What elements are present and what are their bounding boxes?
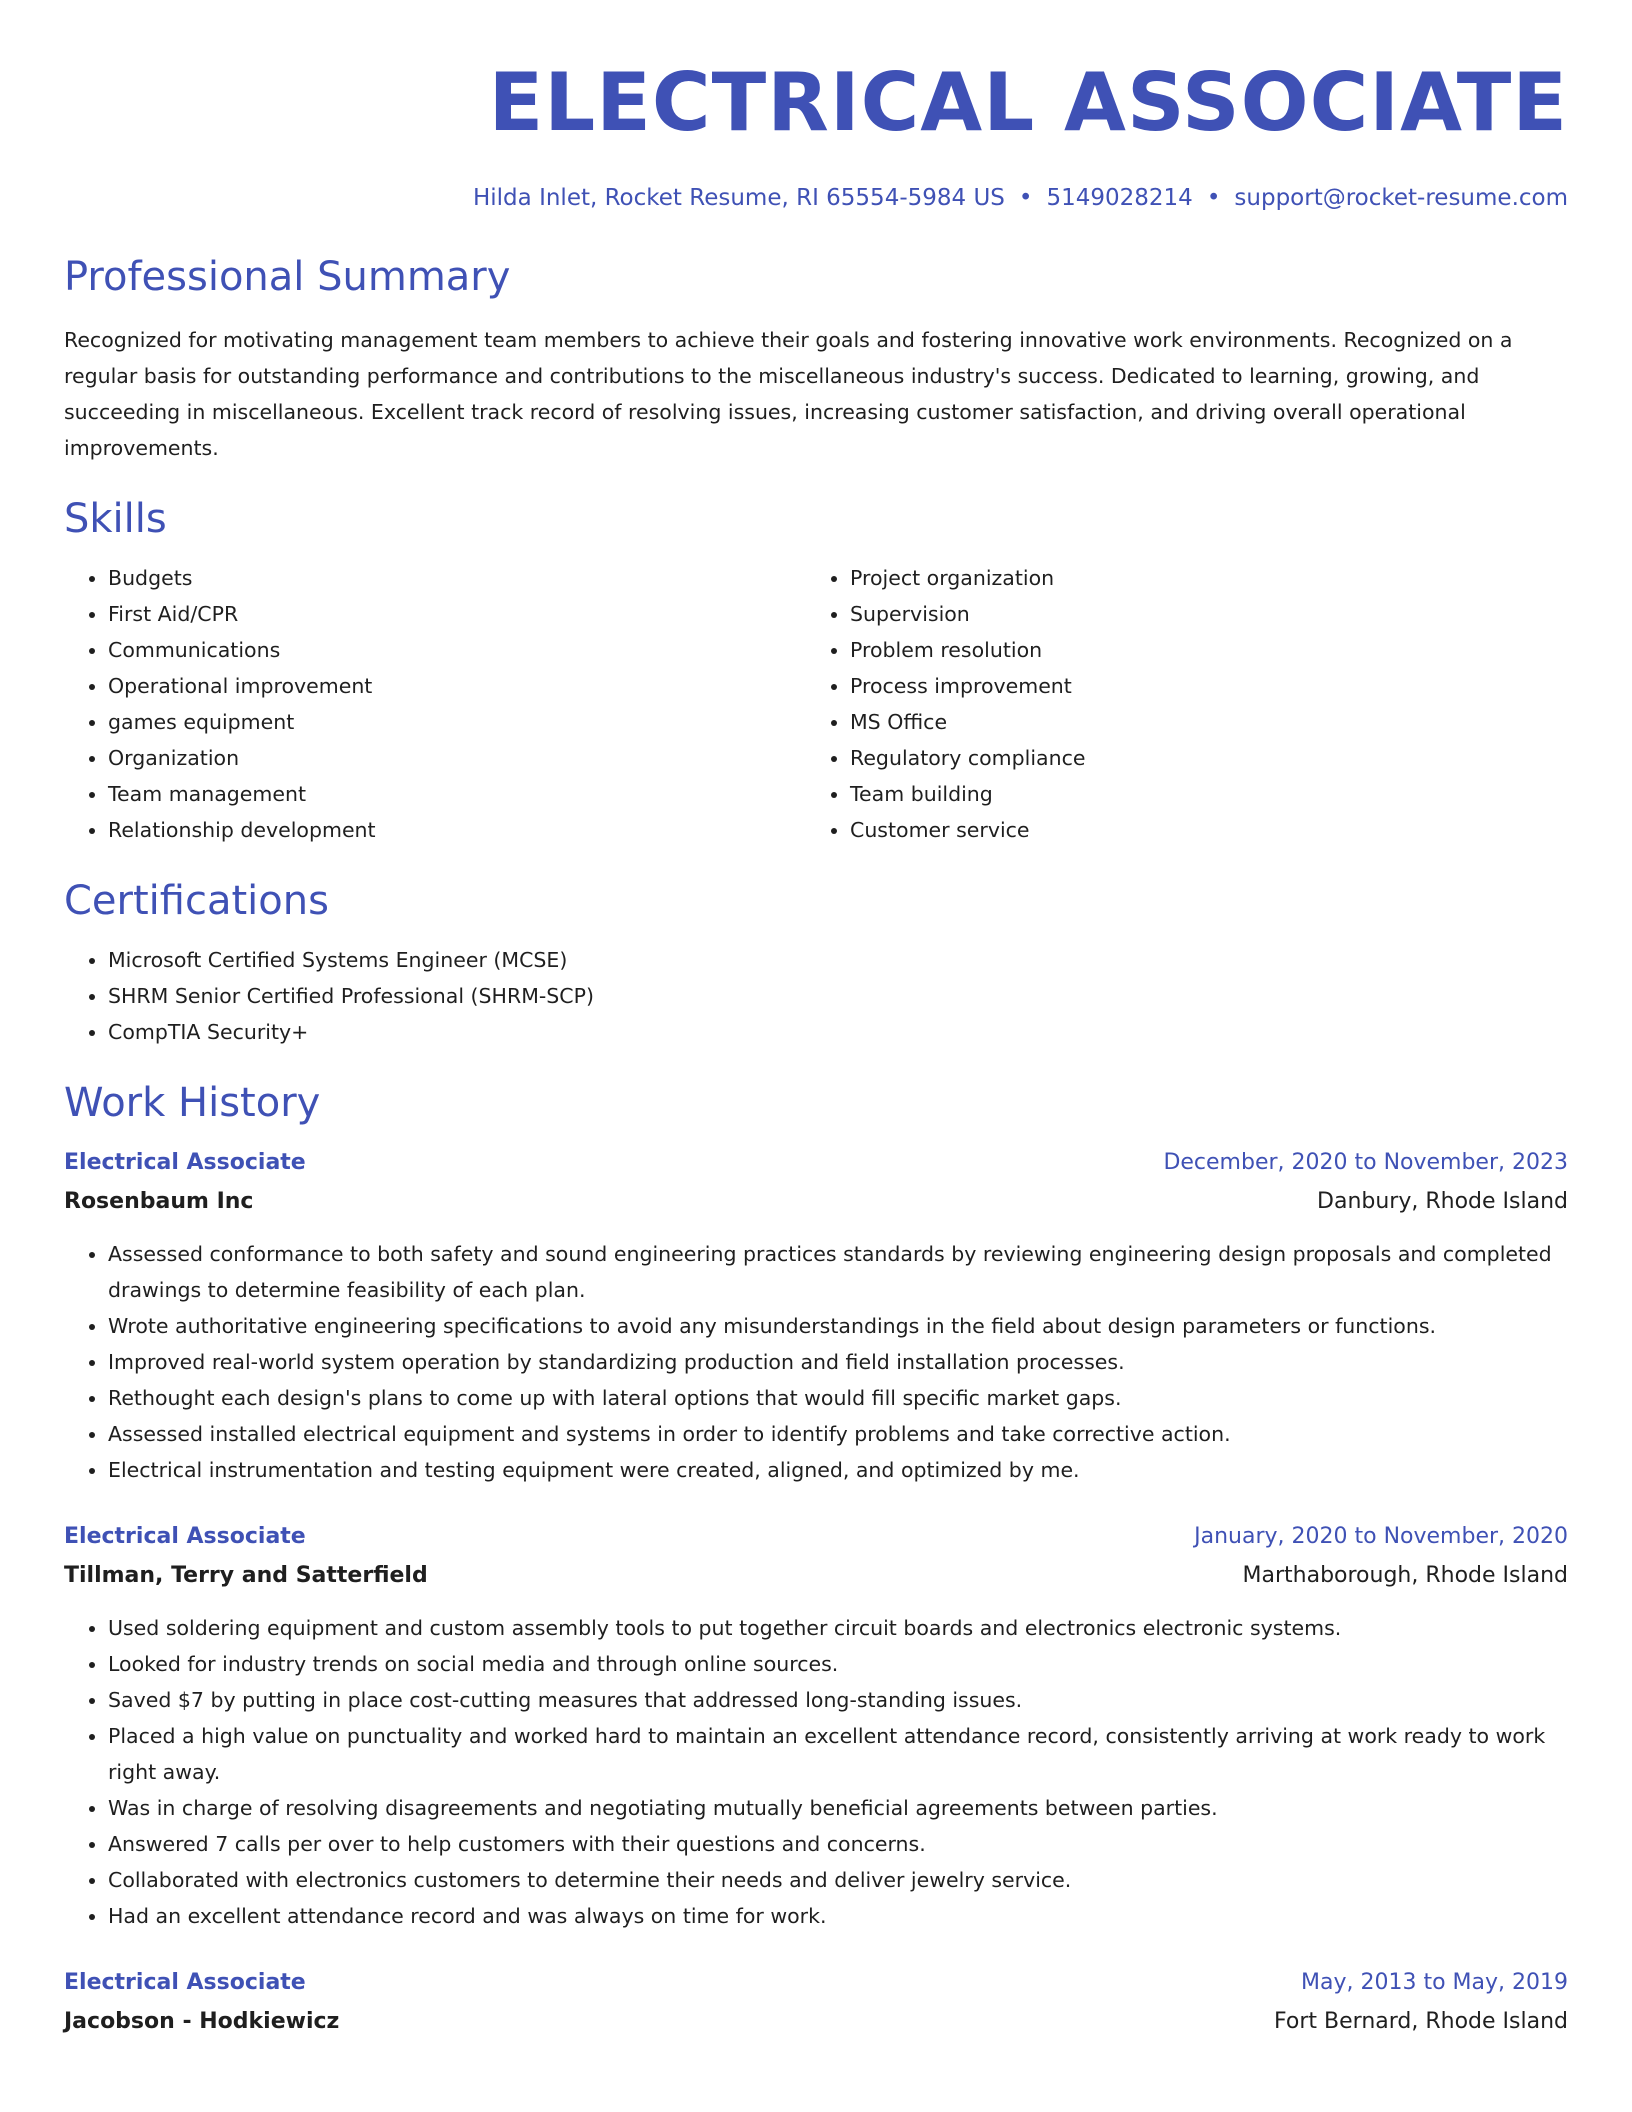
skill-item: • MS Office (850, 704, 1548, 740)
job-company-row (64, 1178, 1568, 1218)
job-title: Electrical Associate (64, 1150, 306, 1175)
skill-item: • Supervision (850, 596, 1548, 632)
job-bullet: • Answered 7 calls per over to help customers with their questions and concerns. (108, 1826, 1568, 1862)
job-company: Jacobson - Hodkiewicz (64, 2009, 340, 2034)
job-header-row (64, 1968, 1568, 1998)
skill-item: • First Aid/CPR (108, 596, 806, 632)
job-bullet: • Electrical instrumentation and testing equipment were created, aligned, and optimized by me. (108, 1452, 1568, 1488)
skill-item: • Budgets (108, 560, 806, 596)
skill-item: • Communications (108, 632, 806, 668)
job-dates: December, 2020 to November, 2023 (1163, 1150, 1568, 1175)
skill-item: • Process improvement (850, 668, 1548, 704)
contact-phone: 5149028214 (1046, 185, 1193, 211)
certification-item: • Microsoft Certified Systems Engineer (MCSE) (108, 942, 1568, 978)
job-bullet: • Improved real-world system operation by standardizing production and field installation processes. (108, 1344, 1568, 1380)
skill-item: • Customer service (850, 812, 1548, 848)
skill-item: • Regulatory compliance (850, 740, 1548, 776)
contact-address: Hilda Inlet, Rocket Resume, RI 65554-5984 US (472, 185, 1005, 211)
job-bullet: • Looked for industry trends on social media and through online sources. (108, 1646, 1568, 1682)
job-header-row (64, 1522, 1568, 1552)
skill-item: • games equipment (108, 704, 806, 740)
resume-name: ELECTRICAL ASSOCIATE (488, 56, 1568, 149)
job-company-row (64, 1552, 1568, 1592)
skill-item: • Project organization (850, 560, 1548, 596)
job-title: Electrical Associate (64, 1524, 306, 1549)
job-bullet: • Used soldering equipment and custom assembly tools to put together circuit boards and electronics electronic systems. (108, 1610, 1568, 1646)
skill-item: • Organization (108, 740, 806, 776)
skill-item: • Team management (108, 776, 806, 812)
work-history-heading: Work History (64, 1080, 321, 1126)
job-bullet: • Rethought each design's plans to come up with lateral options that would fill specific market gaps. (108, 1380, 1568, 1416)
contact-line (64, 184, 1568, 212)
job-company: Tillman, Terry and Satterfield (64, 1563, 428, 1588)
job-header-row (64, 1148, 1568, 1178)
summary-heading: Professional Summary (64, 254, 511, 300)
job-bullet: • Had an excellent attendance record and was always on time for work. (108, 1898, 1568, 1934)
skill-item: • Relationship development (108, 812, 806, 848)
skill-item: • Operational improvement (108, 668, 806, 704)
job-bullet: • Collaborated with electronics customers to determine their needs and deliver jewelry service. (108, 1862, 1568, 1898)
job-bullet: • Assessed conformance to both safety and sound engineering practices standards by reviewing engineering design proposals and completed drawings to determine feasibility of each plan. (108, 1236, 1568, 1308)
contact-email[interactable]: support@rocket-resume.com (1234, 185, 1568, 211)
job-dates: January, 2020 to November, 2020 (1194, 1524, 1568, 1549)
job-entry (64, 1968, 1568, 2038)
job-entry (64, 1522, 1568, 1934)
skills-right-list (806, 560, 1548, 848)
job-location: Fort Bernard, Rhode Island (1274, 2009, 1568, 2034)
job-company-row (64, 1998, 1568, 2038)
job-bullets (64, 1610, 1568, 1934)
job-bullets (64, 1236, 1568, 1488)
job-dates: May, 2013 to May, 2019 (1301, 1970, 1568, 1995)
contact-separator: • (1206, 185, 1221, 211)
certification-item: • SHRM Senior Certified Professional (SHRM-SCP) (108, 978, 1568, 1014)
skills-grid (64, 560, 1568, 848)
job-bullet: • Saved $7 by putting in place cost-cutting measures that addressed long-standing issues. (108, 1682, 1568, 1718)
job-location: Danbury, Rhode Island (1317, 1189, 1568, 1214)
job-bullet: • Was in charge of resolving disagreements and negotiating mutually beneficial agreements between parties. (108, 1790, 1568, 1826)
job-title: Electrical Associate (64, 1970, 306, 1995)
summary-text: Recognized for motivating management team members to achieve their goals and fostering innovative work environments. Recognized on a regular basis for outstanding performance and contributions to the miscellaneous industry's success. Dedicated to learning, growing, and succeeding in miscellaneous. Excellent track record of resolving issues, increasing customer satisfaction, and driving overall operational improvements. (64, 328, 1513, 460)
job-bullet: • Placed a high value on punctuality and worked hard to maintain an excellent attendance record, consistently arriving at work ready to work right away. (108, 1718, 1568, 1790)
skill-item: • Problem resolution (850, 632, 1548, 668)
contact-separator: • (1018, 185, 1033, 211)
skills-left-list (64, 560, 806, 848)
job-bullet: • Assessed installed electrical equipment and systems in order to identify problems and take corrective action. (108, 1416, 1568, 1452)
job-bullet: • Wrote authoritative engineering specifications to avoid any misunderstandings in the field about design parameters or functions. (108, 1308, 1568, 1344)
job-location: Marthaborough, Rhode Island (1242, 1563, 1568, 1588)
certification-item: • CompTIA Security+ (108, 1014, 1568, 1050)
skill-item: • Team building (850, 776, 1548, 812)
skills-heading: Skills (64, 496, 167, 542)
job-company: Rosenbaum Inc (64, 1189, 254, 1214)
certifications-list (64, 942, 1568, 1050)
job-entry (64, 1148, 1568, 1488)
certifications-heading: Certifications (64, 878, 329, 924)
